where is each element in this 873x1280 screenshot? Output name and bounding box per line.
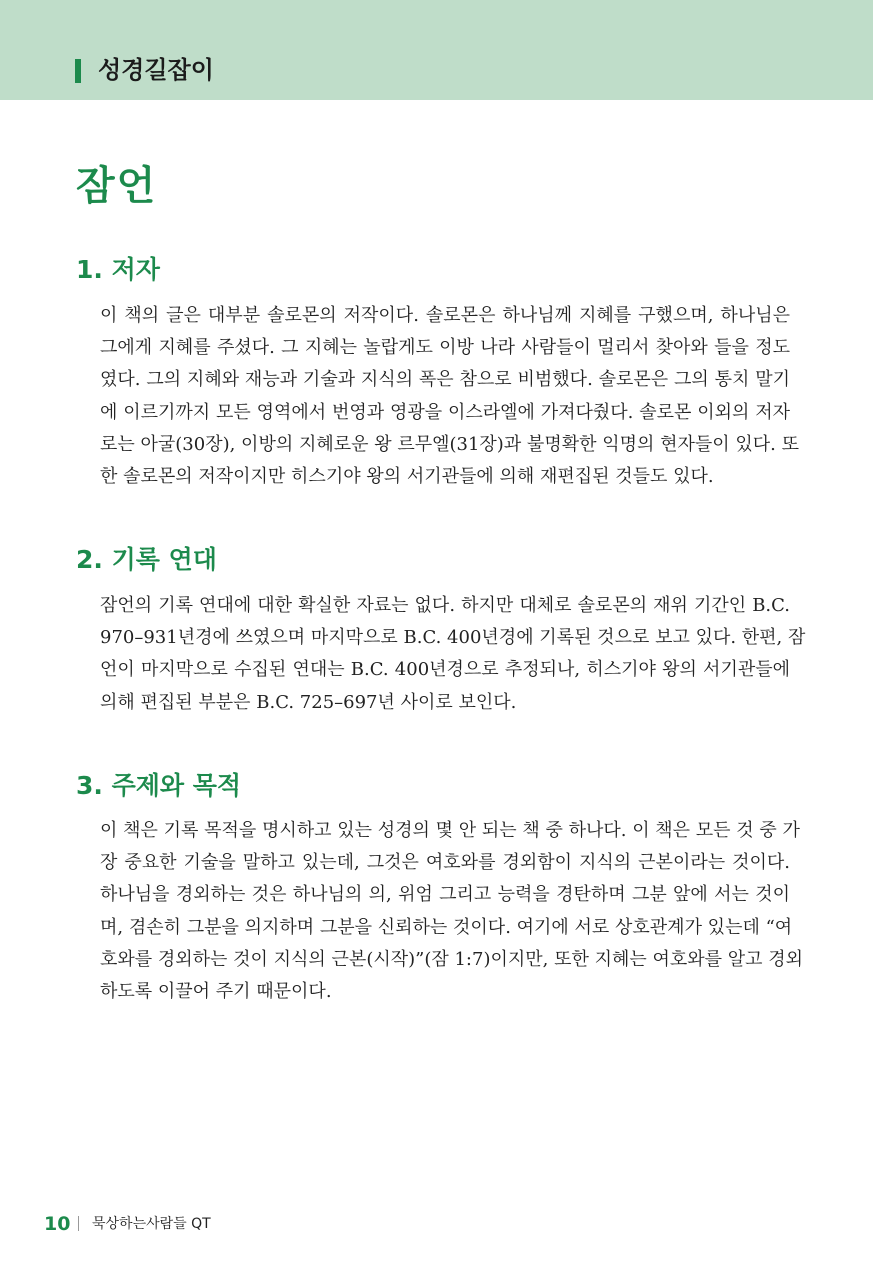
paragraph-line: 의해 편집된 부분은 B.C. 725–697년 사이로 보인다. [100, 691, 517, 713]
page-number: 10 [44, 1213, 71, 1235]
section-heading-date: 2. 기록 연대 [76, 545, 217, 574]
section-heading-author: 1. 저자 [76, 255, 160, 284]
section-body-theme [100, 815, 803, 1008]
book-title: 묵상하는사람들 QT [92, 1216, 211, 1232]
paragraph-line: 한 솔로몬의 저작이지만 히스기야 왕의 서기관들에 의해 재편집된 것들도 있다. [100, 465, 714, 487]
page-title: 잠언 [76, 163, 158, 209]
paragraph-line: 였다. 그의 지혜와 재능과 기술과 지식의 폭은 참으로 비범했다. 솔로몬은 그의 통치 말기 [100, 369, 790, 391]
paragraph-line: 이 책은 기록 목적을 명시하고 있는 성경의 몇 안 되는 책 중 하나다. 이 책은 모든 것 중 가 [100, 820, 800, 841]
paragraph-line: 하도록 이끌어 주기 때문이다. [100, 980, 332, 1002]
paragraph-line: 언이 마지막으로 수집된 연대는 B.C. 400년경으로 추정되나, 히스기야 왕의 서기관들에 [100, 659, 790, 681]
footer-divider [78, 1216, 79, 1231]
paragraph-line: 호와를 경외하는 것이 지식의 근본(시작)”(잠 1:7)이지만, 또한 지혜는 여호와를 알고 경외 [100, 948, 803, 970]
header-title: 성경길잡이 [98, 56, 214, 84]
paragraph-line: 며, 겸손히 그분을 의지하며 그분을 신뢰하는 것이다. 여기에 서로 상호관계가 있는데 “여 [100, 916, 793, 938]
paragraph-line: 이 책의 글은 대부분 솔로몬의 저작이다. 솔로몬은 하나님께 지혜를 구했으며, 하나님은 [100, 305, 790, 326]
paragraph-line: 로는 아굴(30장), 이방의 지혜로운 왕 르무엘(31장)과 불명확한 익명의 현자들이 있다. 또 [100, 433, 799, 455]
section-heading-theme: 3. 주제와 목적 [76, 771, 242, 800]
header-accent-bar [75, 59, 81, 83]
section-body-date [100, 590, 806, 719]
paragraph-line: 하나님을 경외하는 것은 하나님의 의, 위엄 그리고 능력을 경탄하며 그분 앞에 서는 것이 [100, 884, 790, 906]
paragraph-line: 장 중요한 기술을 말하고 있는데, 그것은 여호와를 경외함이 지식의 근본이라는 것이다. [100, 852, 790, 874]
paragraph-line: 그에게 지혜를 주셨다. 그 지혜는 놀랍게도 이방 나라 사람들이 멀리서 찾아와 들을 정도 [100, 337, 790, 359]
paragraph-line: 잠언의 기록 연대에 대한 확실한 자료는 없다. 하지만 대체로 솔로몬의 재위 기간인 B.C. [100, 595, 790, 616]
section-body-author [100, 300, 799, 493]
paragraph-line: 에 이르기까지 모든 영역에서 번영과 영광을 이스라엘에 가져다줬다. 솔로몬 이외의 저자 [100, 401, 790, 423]
paragraph-line: 970–931년경에 쓰였으며 마지막으로 B.C. 400년경에 기록된 것으로 보고 있다. 한편, 잠 [100, 627, 806, 649]
